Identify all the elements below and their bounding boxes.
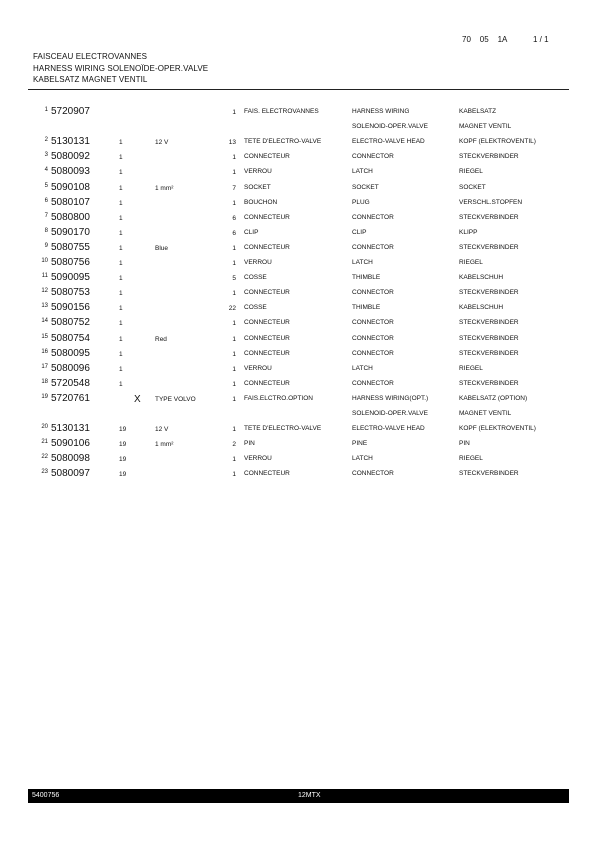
part-number: 5090170 [51, 226, 90, 238]
item-number: 21 [41, 439, 48, 446]
parts-row [0, 106, 595, 121]
quantity: 1 [232, 199, 236, 207]
description-german: KABELSATZ [459, 108, 497, 115]
description-english: CONNECTOR [352, 379, 394, 387]
description-german: KABELSATZ (OPTION) [459, 394, 528, 402]
part-note: 12 V [155, 139, 169, 147]
item-number: 22 [41, 454, 48, 461]
parent-ref: 1 [119, 290, 123, 298]
description-french: CONNECTEUR [244, 153, 290, 161]
description-german: KABELSCHUH [459, 304, 504, 312]
quantity: 5 [232, 275, 236, 283]
description-german: SOCKET [459, 183, 486, 191]
description-german: STECKVERBINDER [459, 213, 519, 221]
part-number: 5090106 [51, 438, 90, 450]
header-divider [28, 89, 569, 90]
description-french: VERROU [244, 364, 272, 372]
description-french: CONNECTEUR [244, 470, 290, 478]
description-german: RIEGEL [459, 364, 483, 372]
page-number: 1 / 1 [533, 35, 549, 44]
quantity: 1 [232, 456, 236, 464]
description-english: LATCH [352, 259, 373, 266]
description-english: CONNECTOR [352, 153, 394, 161]
item-number: 9 [44, 242, 48, 249]
item-number: 3 [44, 152, 48, 159]
description-english: THIMBLE [352, 274, 381, 282]
parent-ref: 19 [119, 456, 127, 464]
parent-ref: 1 [119, 260, 123, 267]
quantity: 1 [232, 471, 236, 479]
description-english: SOCKET [352, 183, 379, 191]
description-french: FAIS. ELECTROVANNES [244, 108, 319, 115]
quantity: 1 [232, 244, 236, 252]
parts-row [0, 453, 595, 468]
description-german: KLIPP [459, 228, 478, 236]
parts-row [0, 393, 595, 408]
parent-ref: 1 [119, 365, 123, 373]
description-english: HARNESS WIRING(OPT.) [352, 394, 429, 402]
description-german: STECKVERBINDER [459, 379, 519, 387]
quantity: 22 [228, 305, 236, 313]
item-number: 23 [41, 469, 48, 476]
part-number: 5080756 [51, 257, 90, 268]
description-german-cont: MAGNET VENTIL [459, 123, 512, 131]
part-note: 1 mm² [155, 441, 174, 449]
description-french: SOCKET [244, 183, 271, 191]
option-marker-icon: X [134, 393, 141, 405]
part-number: 5090095 [51, 272, 90, 284]
description-english: THIMBLE [352, 304, 381, 312]
description-english: LATCH [352, 455, 373, 463]
parent-ref: 19 [119, 441, 127, 449]
parent-ref: 19 [119, 471, 127, 479]
part-note: 1 mm² [155, 184, 174, 192]
part-note: Blue [155, 244, 169, 252]
description-german: STECKVERBINDER [459, 153, 519, 161]
part-number: 5090108 [51, 181, 90, 193]
part-number: 5720548 [51, 377, 90, 389]
part-number: 5090156 [51, 302, 90, 314]
item-number: 13 [41, 303, 48, 310]
description-french: CONNECTEUR [244, 289, 290, 297]
part-number: 5080093 [51, 166, 90, 178]
title-german: KABELSATZ MAGNET VENTIL [33, 75, 148, 84]
description-german-cont: MAGNET VENTIL [459, 410, 512, 417]
description-english: LATCH [352, 168, 373, 176]
description-german: STECKVERBINDER [459, 243, 519, 251]
part-number: 5130131 [51, 423, 90, 435]
description-english: ELECTRO-VALVE HEAD [352, 425, 425, 433]
parts-row [0, 438, 595, 453]
description-french: VERROU [244, 259, 272, 266]
part-number: 5080098 [51, 453, 90, 465]
description-french: CONNECTEUR [244, 319, 290, 327]
description-french: COSSE [244, 304, 267, 312]
footer-bar [28, 789, 569, 803]
description-french: TETE D'ELECTRO-VALVE [244, 425, 322, 433]
footer-doc-number: 5400756 [32, 792, 60, 799]
item-number: 15 [41, 333, 48, 340]
description-french: FAIS.ELCTRO.OPTION [244, 394, 313, 402]
quantity: 1 [232, 290, 236, 298]
part-number: 5080754 [51, 332, 90, 344]
quantity: 1 [232, 380, 236, 388]
item-number: 11 [41, 273, 48, 280]
item-number: 5 [44, 182, 48, 189]
item-number: 17 [41, 363, 48, 370]
description-french: TETE D'ELECTRO-VALVE [244, 138, 322, 146]
description-english: CONNECTOR [352, 243, 394, 251]
description-german: KABELSCHUH [459, 274, 504, 282]
parent-ref: 1 [119, 184, 123, 192]
parts-row [0, 333, 595, 348]
parent-ref: 1 [119, 350, 123, 358]
description-german: RIEGEL [459, 455, 483, 463]
item-number: 10 [41, 258, 48, 264]
quantity: 6 [232, 229, 236, 237]
item-number: 8 [44, 227, 48, 234]
quantity: 13 [228, 139, 236, 147]
part-number: 5080092 [51, 151, 90, 163]
parent-ref: 1 [119, 275, 123, 283]
parent-ref: 1 [119, 380, 123, 388]
quantity: 6 [232, 214, 236, 222]
quantity: 1 [232, 426, 236, 434]
quantity: 1 [232, 169, 236, 177]
part-note: Red [155, 335, 167, 343]
item-number: 14 [41, 318, 48, 325]
parts-row [0, 242, 595, 257]
description-english: CONNECTOR [352, 319, 394, 327]
parent-ref: 1 [119, 214, 123, 222]
description-english: LATCH [352, 364, 373, 372]
parts-row-continuation [0, 121, 595, 136]
description-english: CONNECTOR [352, 289, 394, 297]
parts-row [0, 423, 595, 438]
part-number: 5080095 [51, 347, 90, 359]
parts-row [0, 227, 595, 242]
parent-ref: 1 [119, 244, 123, 252]
footer-model: 12MTX [298, 792, 321, 799]
description-french: VERROU [244, 168, 272, 176]
description-french: CONNECTEUR [244, 349, 290, 357]
part-number: 5130131 [51, 136, 90, 148]
part-number: 5080752 [51, 317, 90, 329]
item-number: 19 [41, 393, 48, 400]
part-number: 5080096 [51, 362, 90, 374]
part-number: 5080107 [51, 196, 90, 208]
part-number: 5080753 [51, 287, 90, 299]
description-english: ELECTRO-VALVE HEAD [352, 138, 425, 146]
parts-row [0, 348, 595, 363]
parent-ref: 1 [119, 199, 123, 207]
item-number: 2 [44, 137, 48, 144]
description-german: PIN [459, 440, 470, 448]
description-german: VERSCHL.STOPFEN [459, 198, 523, 206]
parent-ref: 1 [119, 154, 123, 162]
description-english: CONNECTOR [352, 349, 394, 357]
description-french: BOUCHON [244, 198, 278, 206]
parts-row [0, 257, 595, 272]
description-german: STECKVERBINDER [459, 334, 519, 342]
quantity: 1 [232, 260, 236, 267]
part-number: 5080097 [51, 468, 90, 480]
description-german: STECKVERBINDER [459, 470, 519, 478]
part-number: 5720761 [51, 392, 90, 404]
description-french: CONNECTEUR [244, 379, 290, 387]
quantity: 1 [232, 335, 236, 343]
description-french: CONNECTEUR [244, 334, 290, 342]
part-number: 5080755 [51, 241, 90, 253]
description-french: COSSE [244, 274, 267, 282]
description-english: CONNECTOR [352, 334, 394, 342]
parent-ref: 1 [119, 229, 123, 237]
part-note: 12 V [155, 426, 169, 434]
parent-ref: 1 [119, 139, 123, 147]
title-english: HARNESS WIRING SOLENOÏDE-OPER.VALVE [33, 64, 209, 73]
item-number: 12 [41, 288, 48, 295]
description-german: STECKVERBINDER [459, 289, 519, 297]
parts-row [0, 197, 595, 212]
description-english-cont: SOLENOID-OPER.VALVE [352, 410, 428, 417]
description-english: HARNESS WIRING [352, 108, 410, 115]
item-number: 20 [41, 424, 48, 431]
item-number: 7 [44, 212, 48, 219]
description-french: CONNECTEUR [244, 213, 290, 221]
quantity: 1 [232, 109, 236, 116]
item-number: 16 [41, 348, 48, 355]
description-german: RIEGEL [459, 168, 483, 176]
parts-row [0, 182, 595, 197]
parent-ref: 1 [119, 169, 123, 177]
part-number: 5080800 [51, 211, 90, 223]
parts-row [0, 166, 595, 181]
parts-row [0, 317, 595, 332]
description-english: CLIP [352, 228, 367, 236]
description-french: CLIP [244, 228, 259, 236]
document-code: 70 05 1A [462, 35, 508, 44]
description-english: PINE [352, 440, 368, 448]
description-english: PLUG [352, 198, 370, 206]
quantity: 1 [232, 350, 236, 358]
quantity: 2 [232, 441, 236, 449]
part-note: TYPE VOLVO [155, 395, 196, 403]
description-french: PIN [244, 440, 255, 448]
title-french: FAISCEAU ELECTROVANNES [33, 52, 148, 61]
description-german: STECKVERBINDER [459, 319, 519, 327]
description-german: RIEGEL [459, 259, 483, 266]
item-number: 1 [44, 107, 48, 113]
description-english-cont: SOLENOID-OPER.VALVE [352, 123, 428, 131]
item-number: 6 [44, 197, 48, 204]
parts-row [0, 136, 595, 151]
parent-ref: 19 [119, 426, 127, 434]
parts-row [0, 363, 595, 378]
description-english: CONNECTOR [352, 213, 394, 221]
quantity: 1 [232, 320, 236, 328]
parts-row [0, 272, 595, 287]
parts-row [0, 151, 595, 166]
quantity: 1 [232, 154, 236, 162]
item-number: 4 [44, 167, 48, 174]
parent-ref: 1 [119, 335, 123, 343]
parts-row [0, 287, 595, 302]
parts-row [0, 378, 595, 393]
quantity: 1 [232, 365, 236, 373]
parts-row [0, 302, 595, 317]
description-english: CONNECTOR [352, 470, 394, 478]
description-french: CONNECTEUR [244, 243, 290, 251]
quantity: 7 [232, 184, 236, 192]
parts-row [0, 212, 595, 227]
quantity: 1 [232, 395, 236, 403]
parent-ref: 1 [119, 305, 123, 313]
part-number: 5720907 [51, 106, 90, 117]
item-number: 18 [41, 378, 48, 385]
description-french: VERROU [244, 455, 272, 463]
description-german: KOPF (ELEKTROVENTIL) [459, 425, 536, 433]
parts-row-continuation [0, 408, 595, 423]
description-german: KOPF (ELEKTROVENTIL) [459, 138, 536, 146]
parent-ref: 1 [119, 320, 123, 328]
parts-row [0, 468, 595, 483]
description-german: STECKVERBINDER [459, 349, 519, 357]
